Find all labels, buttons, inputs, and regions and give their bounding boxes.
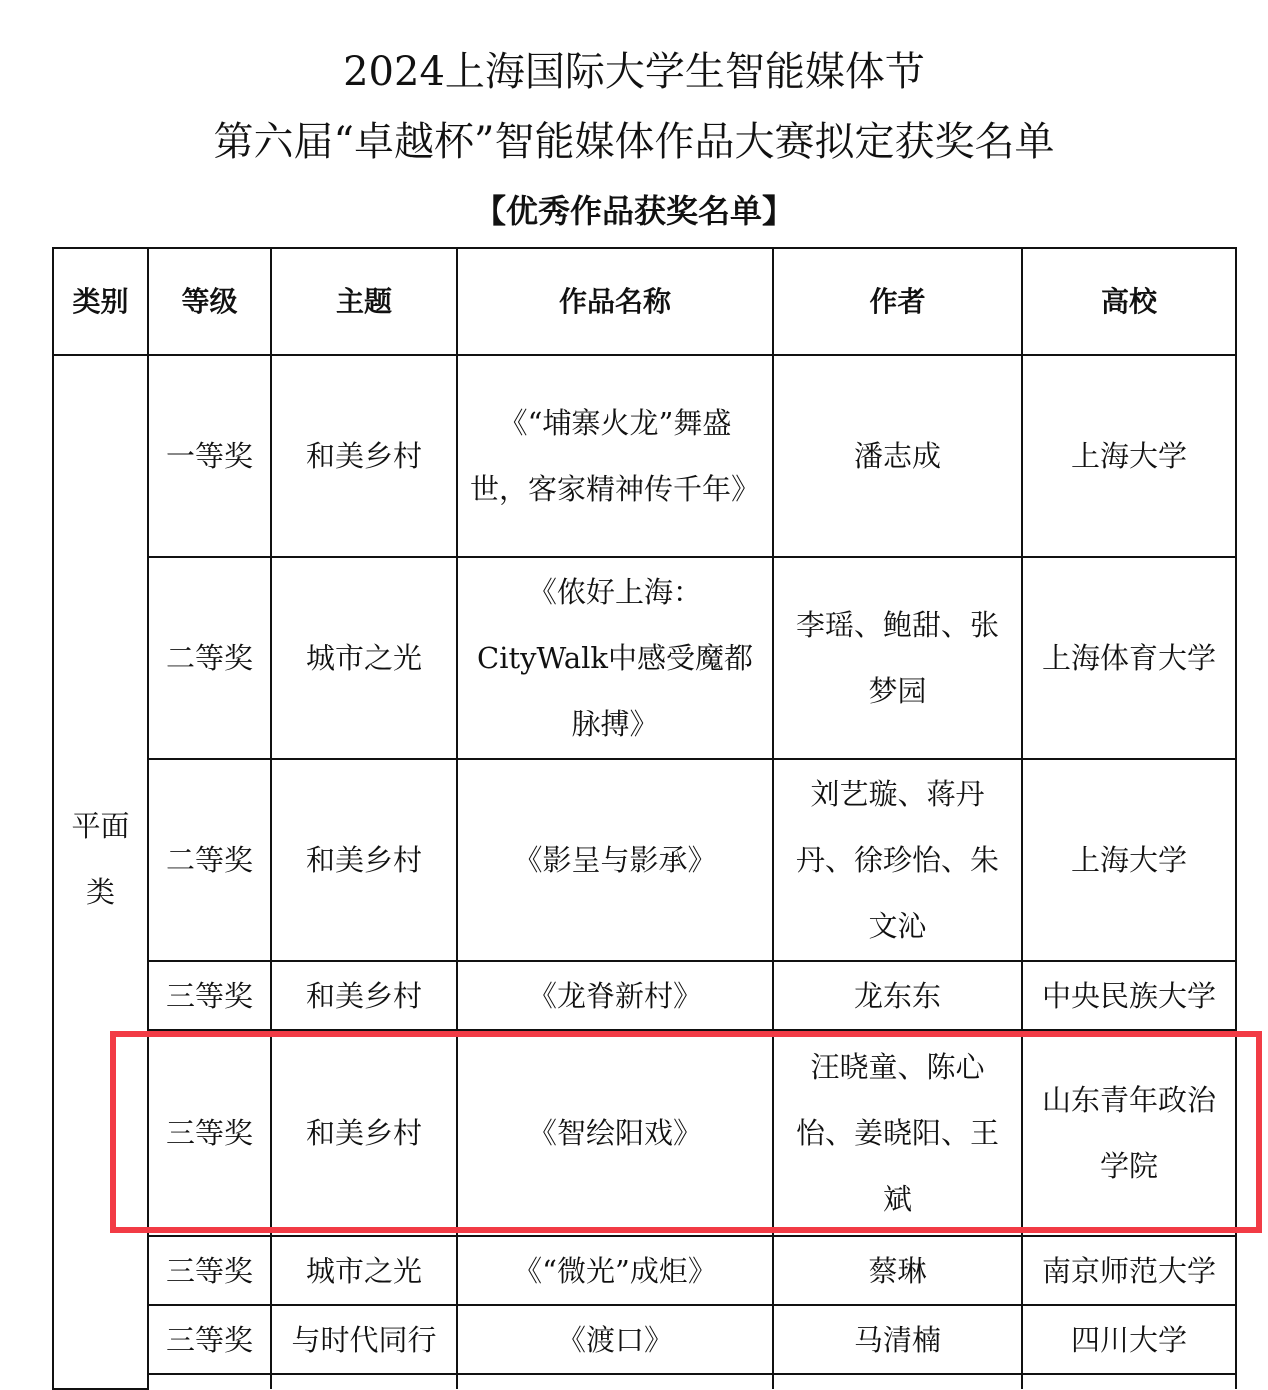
column-header-work: 作品名称: [457, 248, 773, 355]
cut-cell: [271, 1374, 457, 1389]
grade-cell: 二等奖: [148, 557, 271, 759]
work-title-cell: 《侬好上海：CityWalk中感受魔都脉搏》: [457, 557, 773, 759]
section-heading: 【优秀作品获奖名单】: [473, 192, 794, 230]
column-header-grade: 等级: [148, 248, 271, 355]
table-row: [53, 1305, 1236, 1374]
cut-cell: [457, 1374, 773, 1389]
work-title-cell: 《龙脊新村》: [457, 961, 773, 1030]
grade-cell: 一等奖: [148, 355, 271, 557]
theme-cell: 和美乡村: [271, 961, 457, 1030]
school-cell: 南京师范大学: [1022, 1236, 1236, 1305]
theme-cell: 和美乡村: [271, 355, 457, 557]
school-cell: 中央民族大学: [1022, 961, 1236, 1030]
author-cell: 李瑶、鲍甜、张梦园: [773, 557, 1022, 759]
grade-cell: 二等奖: [148, 759, 271, 961]
table-row: [53, 759, 1236, 961]
author-cell: 潘志成: [773, 355, 1022, 557]
grade-cell: 三等奖: [148, 1030, 271, 1236]
author-cell: 龙东东: [773, 961, 1022, 1030]
author-cell: 刘艺璇、蒋丹丹、徐珍怡、朱文沁: [773, 759, 1022, 961]
theme-cell: 和美乡村: [271, 1030, 457, 1236]
school-cell: 上海大学: [1022, 355, 1236, 557]
table-row: [53, 961, 1236, 1030]
cut-cell: [1022, 1374, 1236, 1389]
school-cell: 山东青年政治学院: [1022, 1030, 1236, 1236]
table-row: [53, 557, 1236, 759]
cut-cell: [773, 1374, 1022, 1389]
table-row-highlighted: [53, 1030, 1236, 1236]
work-title-cell: 《智绘阳戏》: [457, 1030, 773, 1236]
work-title-cell: 《渡口》: [457, 1305, 773, 1374]
table-row: [53, 1236, 1236, 1305]
cut-cell: [148, 1374, 271, 1389]
column-header-author: 作者: [773, 248, 1022, 355]
grade-cell: 三等奖: [148, 1305, 271, 1374]
table-row-cut: [53, 1374, 1236, 1389]
theme-cell: 与时代同行: [271, 1305, 457, 1374]
author-cell: 蔡琳: [773, 1236, 1022, 1305]
school-cell: 上海大学: [1022, 759, 1236, 961]
table-row: [53, 355, 1236, 557]
page-subtitle: 第六届“卓越杯”智能媒体作品大赛拟定获奖名单: [213, 119, 1055, 165]
theme-cell: 和美乡村: [271, 759, 457, 961]
column-header-category: 类别: [53, 248, 148, 355]
column-header-school: 高校: [1022, 248, 1236, 355]
work-title-cell: 《影呈与影承》: [457, 759, 773, 961]
theme-cell: 城市之光: [271, 557, 457, 759]
grade-cell: 三等奖: [148, 961, 271, 1030]
author-cell: 汪晓童、陈心怡、姜晓阳、王斌: [773, 1030, 1022, 1236]
work-title-cell: 《“微光”成炬》: [457, 1236, 773, 1305]
theme-cell: 城市之光: [271, 1236, 457, 1305]
category-cell: 平面类: [53, 355, 148, 1389]
school-cell: 上海体育大学: [1022, 557, 1236, 759]
school-cell: 四川大学: [1022, 1305, 1236, 1374]
table-header-row: [53, 248, 1236, 355]
award-table: [52, 247, 1237, 1390]
author-cell: 马清楠: [773, 1305, 1022, 1374]
page-title: 2024上海国际大学生智能媒体节: [343, 49, 925, 95]
column-header-theme: 主题: [271, 248, 457, 355]
grade-cell: 三等奖: [148, 1236, 271, 1305]
work-title-cell: 《“埔寨火龙”舞盛世，客家精神传千年》: [457, 355, 773, 557]
